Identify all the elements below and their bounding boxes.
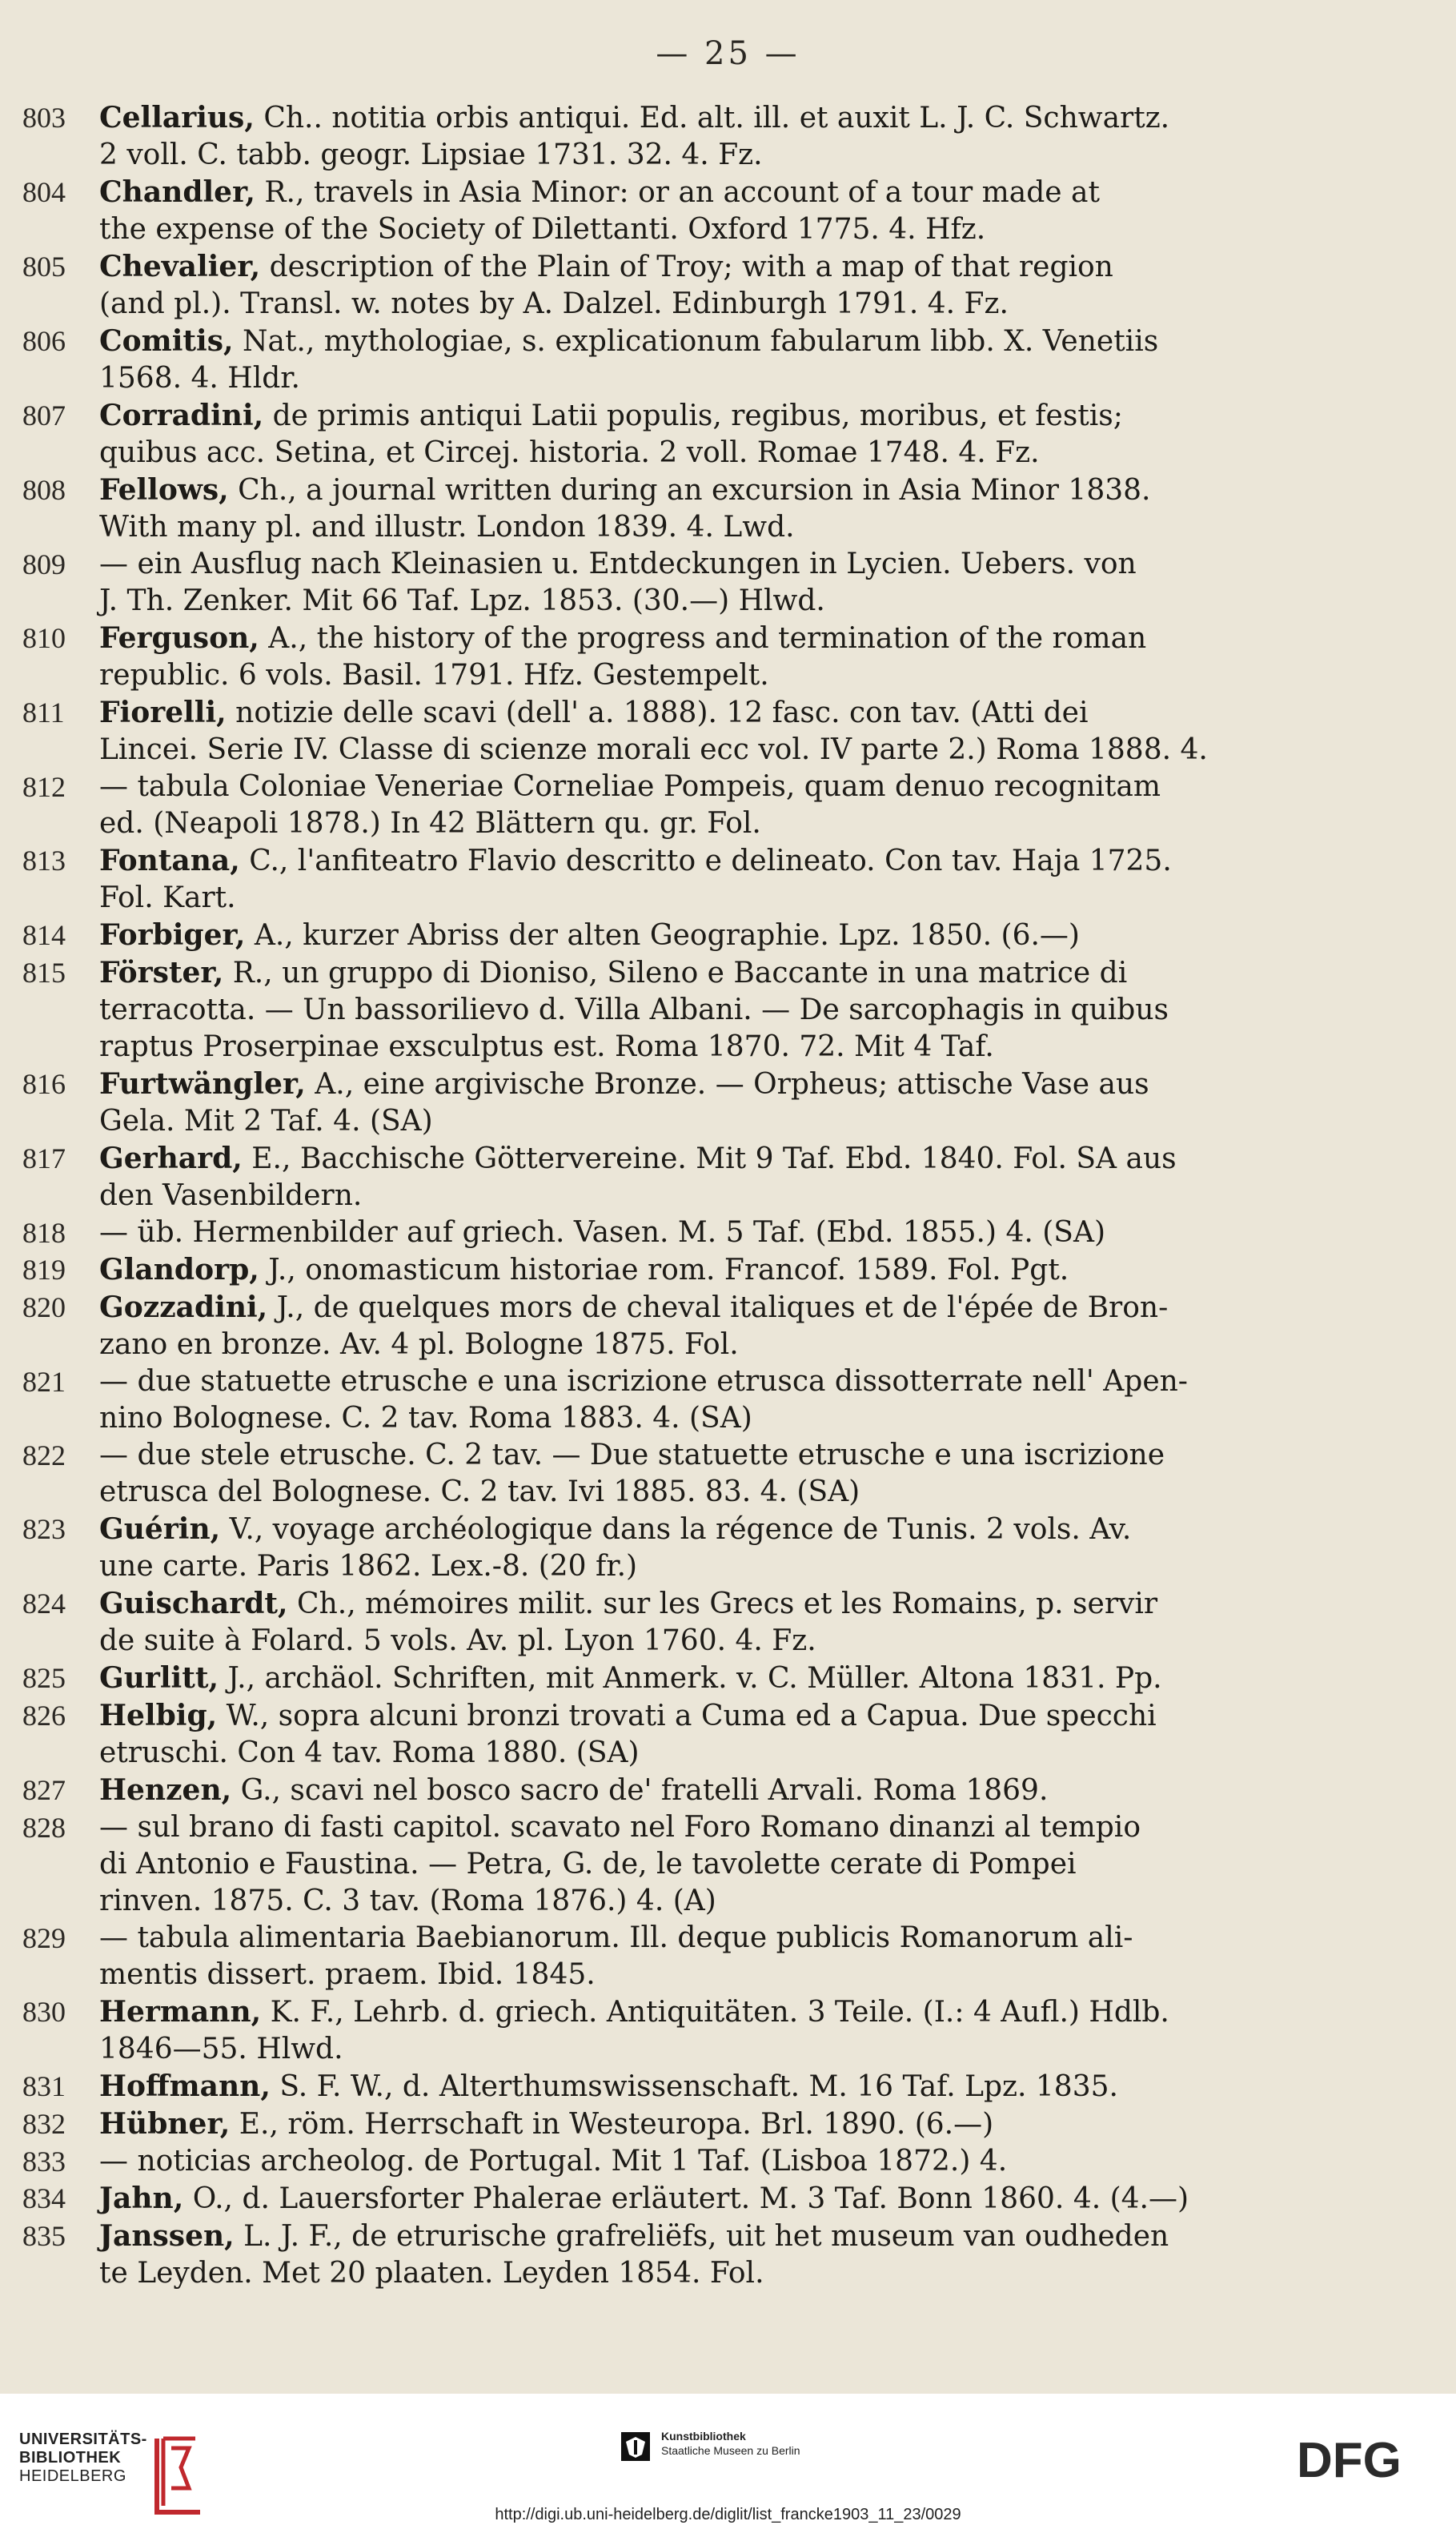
author-name: Hübner, xyxy=(99,2107,231,2141)
catalog-entry xyxy=(22,397,1383,472)
catalog-entry xyxy=(22,917,1383,954)
catalog-entry xyxy=(22,1920,1383,1993)
entry-text-line: (and pl.). Transl. w. notes by A. Dalzel. Edinburgh 1791. 4. Fz. xyxy=(99,287,1009,320)
ub-logo-line-1: UNIVERSITÄTS- xyxy=(19,2431,147,2448)
entry-text-line: V., voyage archéologique dans la régence de Tunis. 2 vols. Av. xyxy=(229,1513,1132,1546)
entry-number: 823 xyxy=(22,1513,66,1545)
kb-line-1: Kunstbibliothek xyxy=(661,2430,746,2443)
author-name: Cellarius, xyxy=(99,101,255,134)
entry-text-line: — tabula alimentaria Baebianorum. Ill. deque publicis Romanorum ali- xyxy=(99,1921,1133,1954)
author-name: Guischardt, xyxy=(99,1587,288,1620)
entry-number: 803 xyxy=(22,102,66,134)
catalog-entry xyxy=(22,1809,1383,1920)
ub-logo-mark-icon xyxy=(152,2432,208,2517)
entry-number: 809 xyxy=(22,548,66,580)
catalog-entry xyxy=(22,842,1383,917)
catalog-entry xyxy=(22,323,1383,397)
entry-text-line: de suite à Folard. 5 vols. Av. pl. Lyon 1760. 4. Fz. xyxy=(99,1624,816,1657)
entry-text-line: 2 voll. C. tabb. geogr. Lipsiae 1731. 32. 4. Fz. xyxy=(99,138,763,171)
entry-text-line: L. J. F., de etrurische grafreliëfs, uit het museum van oudheden xyxy=(243,2220,1169,2253)
entry-text-line: ed. (Neapoli 1878.) In 42 Blättern qu. gr. Fol. xyxy=(99,807,761,840)
entry-text-line: mentis dissert. praem. Ibid. 1845. xyxy=(99,1958,596,1991)
entry-text-line: 1846—55. Hlwd. xyxy=(99,2033,343,2065)
catalog-entry xyxy=(22,1251,1383,1289)
author-name: Hermann, xyxy=(99,1995,262,2029)
author-name: Comitis, xyxy=(99,324,234,358)
entry-text-line: R., travels in Asia Minor: or an account of a tour made at xyxy=(264,176,1100,209)
author-name: Gozzadini, xyxy=(99,1291,268,1324)
entry-number: 815 xyxy=(22,957,66,989)
entry-number: 831 xyxy=(22,2070,66,2102)
catalog-entry-list xyxy=(22,99,1383,2292)
catalog-entry xyxy=(22,620,1383,694)
entry-number: 810 xyxy=(22,622,66,654)
entry-text-line: J. Th. Zenker. Mit 66 Taf. Lpz. 1853. (30.—) Hlwd. xyxy=(99,584,825,617)
entry-number: 818 xyxy=(22,1217,66,1249)
viewer-footer xyxy=(0,2394,1456,2533)
entry-text-line: Ch.. notitia orbis antiqui. Ed. alt. ill. et auxit L. J. C. Schwartz. xyxy=(263,102,1170,134)
entry-text-line: — üb. Hermenbilder auf griech. Vasen. M. 5 Taf. (Ebd. 1855.) 4. (SA) xyxy=(99,1216,1105,1249)
entry-text-line: quibus acc. Setina, et Circej. historia. 2 voll. Romae 1748. 4. Fz. xyxy=(99,436,1040,469)
author-name: Glandorp, xyxy=(99,1253,259,1287)
catalog-entry xyxy=(22,1140,1383,1214)
catalog-entry xyxy=(22,1772,1383,1809)
entry-text-line: — tabula Coloniae Veneriae Corneliae Pompeis, quam denuo recognitam xyxy=(99,770,1161,803)
author-name: Chevalier, xyxy=(99,250,261,283)
entry-text-line: — noticias archeolog. de Portugal. Mit 1 Taf. (Lisboa 1872.) 4. xyxy=(99,2145,1008,2178)
dfg-logo-text: DFG xyxy=(1297,2435,1402,2483)
entry-number: 822 xyxy=(22,1439,66,1471)
entry-number: 819 xyxy=(22,1254,66,1286)
catalog-entry xyxy=(22,1437,1383,1511)
entry-text-line: rinven. 1875. C. 3 tav. (Roma 1876.) 4. (A) xyxy=(99,1885,716,1917)
entry-text-line: O., d. Lauersforter Phalerae erläutert. M. 3 Taf. Bonn 1860. 4. (4.—) xyxy=(192,2182,1189,2215)
author-name: Chandler, xyxy=(99,175,255,209)
entry-text-line: etrusca del Bolognese. C. 2 tav. Ivi 1885. 83. 4. (SA) xyxy=(99,1475,860,1508)
entry-text-line: A., the history of the progress and termination of the roman xyxy=(268,622,1147,655)
entry-text-line: With many pl. and illustr. London 1839. 4. Lwd. xyxy=(99,511,795,544)
kb-line-2: Staatliche Museen zu Berlin xyxy=(661,2444,800,2457)
entry-text-line: etruschi. Con 4 tav. Roma 1880. (SA) xyxy=(99,1736,640,1769)
entry-text-line: di Antonio e Faustina. — Petra, G. de, le tavolette cerate di Pompei xyxy=(99,1848,1077,1881)
entry-number: 835 xyxy=(22,2220,66,2252)
catalog-entry xyxy=(22,174,1383,248)
entry-text-line: terracotta. — Un bassorilievo d. Villa Albani. — De sarcophagis in quibus xyxy=(99,994,1169,1026)
entry-text-line: — ein Ausflug nach Kleinasien u. Entdeckungen in Lycien. Uebers. von xyxy=(99,548,1137,580)
entry-number: 804 xyxy=(22,176,66,208)
entry-text-line: notizie delle scavi (dell' a. 1888). 12 fasc. con tav. (Atti dei xyxy=(235,696,1089,729)
entry-text-line: J., onomasticum historiae rom. Francof. 1589. Fol. Pgt. xyxy=(268,1254,1069,1287)
author-name: Helbig, xyxy=(99,1699,218,1732)
entry-number: 805 xyxy=(22,251,66,283)
entry-text-line: C., l'anfiteatro Flavio descritto e delineato. Con tav. Haja 1725. xyxy=(249,845,1172,877)
entry-text-line: 1568. 4. Hldr. xyxy=(99,362,300,395)
catalog-entry xyxy=(22,2105,1383,2143)
entry-text-line: J., de quelques mors de cheval italiques et de l'épée de Bron- xyxy=(276,1291,1169,1324)
entry-text-line: Ch., mémoires milit. sur les Grecs et les Romains, p. servir xyxy=(297,1588,1158,1620)
entry-number: 812 xyxy=(22,771,66,803)
kunstbibliothek-eagle-icon xyxy=(620,2431,652,2463)
catalog-entry xyxy=(22,1511,1383,1585)
catalog-entry xyxy=(22,472,1383,546)
catalog-entry xyxy=(22,546,1383,620)
catalog-entry xyxy=(22,1993,1383,2068)
entry-text-line: description of the Plain of Troy; with a map of that region xyxy=(269,251,1113,283)
author-name: Ferguson, xyxy=(99,621,259,655)
catalog-entry xyxy=(22,1363,1383,1437)
entry-number: 829 xyxy=(22,1922,66,1954)
entry-text-line: te Leyden. Met 20 plaaten. Leyden 1854. Fol. xyxy=(99,2257,764,2290)
entry-text-line: de primis antiqui Latii populis, regibus, moribus, et festis; xyxy=(272,399,1123,432)
catalog-entry xyxy=(22,248,1383,323)
entry-text-line: Ch., a journal written during an excursion in Asia Minor 1838. xyxy=(238,474,1151,507)
author-name: Fiorelli, xyxy=(99,696,227,729)
ub-logo-line-2: BIBLIOTHEK xyxy=(19,2449,122,2467)
catalog-entry xyxy=(22,99,1383,174)
entry-number: 827 xyxy=(22,1774,66,1806)
entry-number: 824 xyxy=(22,1588,66,1620)
entry-text-line: E., röm. Herrschaft in Westeuropa. Brl. 1890. (6.—) xyxy=(239,2108,994,2141)
author-name: Gurlitt, xyxy=(99,1661,219,1695)
author-name: Jahn, xyxy=(99,2182,184,2215)
entry-text-line: Lincei. Serie IV. Classe di scienze morali ecc vol. IV parte 2.) Roma 1888. 4. xyxy=(99,733,1208,766)
entry-text-line: une carte. Paris 1862. Lex.-8. (20 fr.) xyxy=(99,1550,638,1583)
ub-logo-line-3: HEIDELBERG xyxy=(19,2467,126,2485)
entry-text-line: E., Bacchische Göttervereine. Mit 9 Taf. Ebd. 1840. Fol. SA aus xyxy=(251,1142,1177,1175)
entry-number: 833 xyxy=(22,2146,66,2178)
author-name: Henzen, xyxy=(99,1773,232,1807)
entry-number: 826 xyxy=(22,1700,66,1732)
entry-text-line: A., eine argivische Bronze. — Orpheus; attische Vase aus xyxy=(315,1068,1149,1101)
entry-text-line: R., un gruppo di Dioniso, Sileno e Baccante in una matrice di xyxy=(232,957,1128,990)
page-number: — 25 — xyxy=(656,35,800,72)
entry-number: 825 xyxy=(22,1662,66,1694)
author-name: Guérin, xyxy=(99,1512,221,1546)
catalog-entry xyxy=(22,954,1383,1066)
entry-text-line: W., sopra alcuni bronzi trovati a Cuma ed a Capua. Due specchi xyxy=(226,1700,1157,1732)
entry-number: 820 xyxy=(22,1291,66,1323)
entry-text-line: G., scavi nel bosco sacro de' fratelli Arvali. Roma 1869. xyxy=(240,1774,1049,1807)
author-name: Furtwängler, xyxy=(99,1067,306,1101)
catalog-entry xyxy=(22,1697,1383,1772)
permalink-url[interactable]: http://digi.ub.uni-heidelberg.de/diglit/list_francke1903_11_23/0029 xyxy=(495,2506,961,2523)
catalog-entry xyxy=(22,1660,1383,1697)
entry-text-line: Gela. Mit 2 Taf. 4. (SA) xyxy=(99,1105,433,1138)
entry-number: 814 xyxy=(22,919,66,951)
author-name: Förster, xyxy=(99,956,224,990)
catalog-entry xyxy=(22,1066,1383,1140)
catalog-entry xyxy=(22,1214,1383,1251)
entry-text-line: K. F., Lehrb. d. griech. Antiquitäten. 3 Teile. (I.: 4 Aufl.) Hdlb. xyxy=(270,1996,1169,2029)
entry-number: 806 xyxy=(22,325,66,357)
entry-number: 832 xyxy=(22,2108,66,2140)
catalog-entry xyxy=(22,2143,1383,2180)
author-name: Janssen, xyxy=(99,2219,235,2253)
entry-text-line: J., archäol. Schriften, mit Anmerk. v. C. Müller. Altona 1831. Pp. xyxy=(227,1662,1162,1695)
entry-text-line: — due stele etrusche. C. 2 tav. — Due statuette etrusche e una iscrizione xyxy=(99,1439,1165,1471)
entry-number: 813 xyxy=(22,845,66,877)
catalog-entry xyxy=(22,2180,1383,2218)
entry-text-line: S. F. W., d. Alterthumswissenschaft. M. 16 Taf. Lpz. 1835. xyxy=(279,2070,1118,2103)
entry-number: 811 xyxy=(22,696,65,729)
entry-text-line: raptus Proserpinae exsculptus est. Roma 1870. 72. Mit 4 Taf. xyxy=(99,1030,994,1063)
author-name: Gerhard, xyxy=(99,1142,243,1175)
entry-number: 830 xyxy=(22,1996,66,2028)
entry-number: 821 xyxy=(22,1366,66,1398)
entry-number: 816 xyxy=(22,1068,66,1100)
entry-number: 828 xyxy=(22,1812,66,1844)
author-name: Fontana, xyxy=(99,844,240,877)
author-name: Forbiger, xyxy=(99,918,246,952)
author-name: Hoffmann, xyxy=(99,2069,271,2103)
entry-number: 817 xyxy=(22,1142,66,1174)
entry-text-line: Nat., mythologiae, s. explicationum fabularum libb. X. Venetiis xyxy=(243,325,1159,358)
catalog-entry xyxy=(22,769,1383,842)
entry-text-line: A., kurzer Abriss der alten Geographie. Lpz. 1850. (6.—) xyxy=(254,919,1080,952)
author-name: Corradini, xyxy=(99,399,264,432)
entry-text-line: republic. 6 vols. Basil. 1791. Hfz. Gestempelt. xyxy=(99,659,769,692)
entry-text-line: — sul brano di fasti capitol. scavato nel Foro Romano dinanzi al tempio xyxy=(99,1811,1141,1844)
catalog-entry xyxy=(22,1289,1383,1363)
catalog-entry xyxy=(22,2068,1383,2105)
entry-number: 807 xyxy=(22,399,66,432)
catalog-entry xyxy=(22,694,1383,769)
catalog-entry xyxy=(22,1585,1383,1660)
entry-text-line: den Vasenbildern. xyxy=(99,1179,363,1212)
entry-number: 834 xyxy=(22,2182,66,2214)
entry-number: 808 xyxy=(22,474,66,506)
entry-text-line: the expense of the Society of Dilettanti. Oxford 1775. 4. Hfz. xyxy=(99,213,986,246)
author-name: Fellows, xyxy=(99,473,229,507)
entry-text-line: — due statuette etrusche e una iscrizione etrusca dissotterrate nell' Apen- xyxy=(99,1365,1188,1398)
entry-text-line: zano en bronze. Av. 4 pl. Bologne 1875. Fol. xyxy=(99,1328,739,1361)
catalog-entry xyxy=(22,2218,1383,2292)
dfg-logo[interactable] xyxy=(1297,2435,1433,2483)
entry-text-line: nino Bolognese. C. 2 tav. Roma 1883. 4. (SA) xyxy=(99,1402,752,1435)
entry-text-line: Fol. Kart. xyxy=(99,881,236,914)
